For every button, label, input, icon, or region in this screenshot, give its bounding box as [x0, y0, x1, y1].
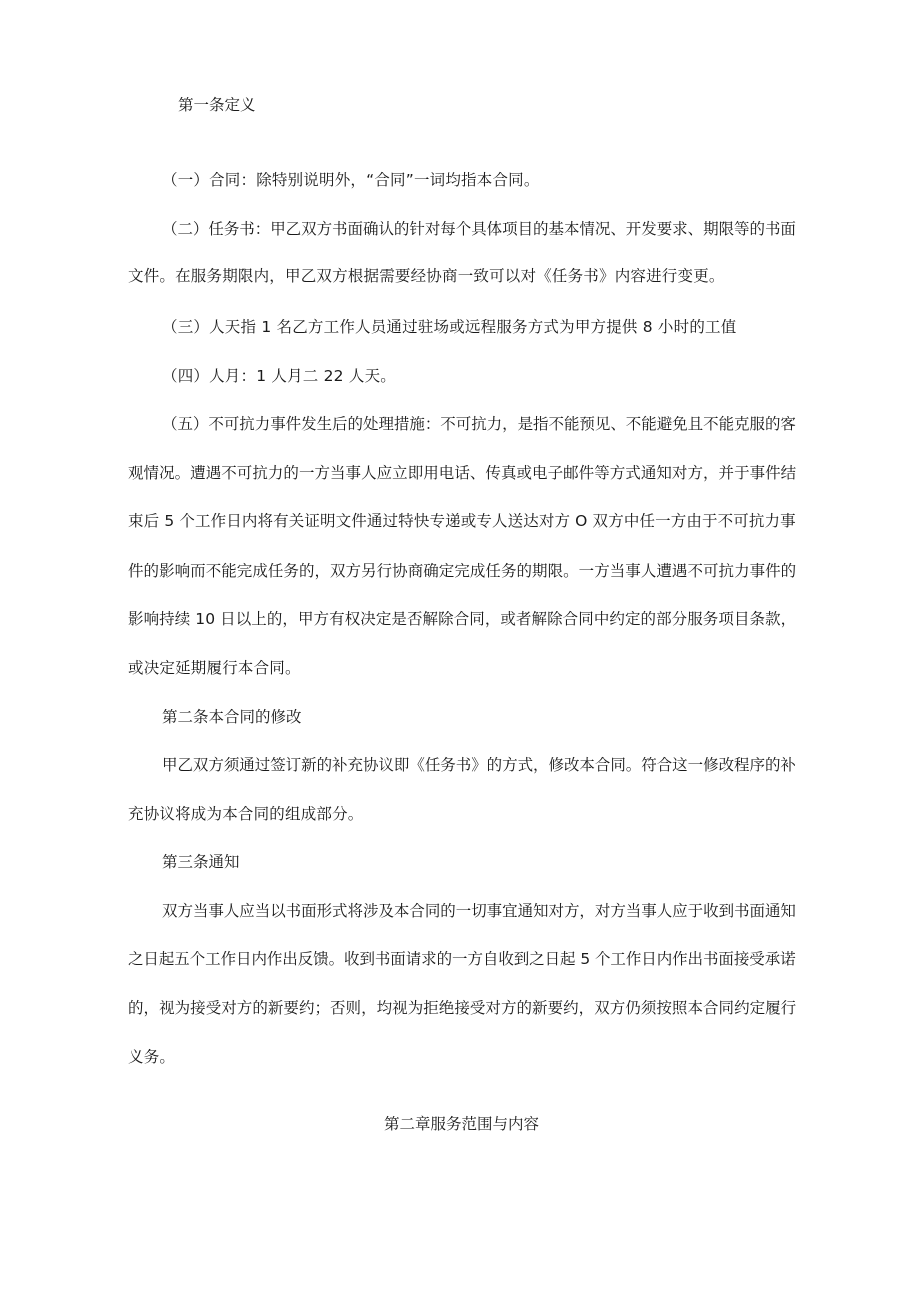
article-1-item-5-line: 件的影响而不能完成任务的，双方另行协商确定完成任务的期限。一方当事人遭遇不可抗力事件的 [128, 562, 797, 580]
article-1-item-5-line: 束后 5 个工作日内将有关证明文件通过特快专递或专人送达对方 O 双方中任一方由于不可抗力事 [128, 512, 796, 530]
article-1-item-5-line: 影响持续 10 日以上的，甲方有权决定是否解除合同，或者解除合同中约定的部分服务项目条款， [128, 610, 797, 628]
article-2-line: 甲乙双方须通过签订新的补充协议即《任务书》的方式，修改本合同。符合这一修改程序的补 [162, 756, 796, 774]
article-1-title: 第一条定义 [178, 96, 256, 114]
article-2-title: 第二条本合同的修改 [162, 708, 302, 726]
article-3-line: 的，视为接受对方的新要约；否则，均视为拒绝接受对方的新要约，双方仍须按照本合同约定履行 [128, 999, 797, 1017]
article-1-item-4: （四）人月：1 人月二 22 人天。 [162, 367, 396, 385]
article-1-item-2-line-1: （二）任务书：甲乙双方书面确认的针对每个具体项目的基本情况、开发要求、期限等的书面 [162, 220, 796, 238]
article-3-line: 之日起五个工作日内作出反馈。收到书面请求的一方自收到之日起 5 个工作日内作出书面接受承诺 [128, 950, 796, 968]
article-1-item-3: （三）人天指 1 名乙方工作人员通过驻场或远程服务方式为甲方提供 8 小时的工值 [162, 318, 737, 336]
article-1-item-5-line: 或决定延期履行本合同。 [128, 659, 301, 677]
article-1-item-2-line-2: 文件。在服务期限内，甲乙双方根据需要经协商一致可以对《任务书》内容进行变更。 [128, 267, 725, 285]
article-2-line: 充协议将成为本合同的组成部分。 [128, 805, 364, 823]
article-3-line: 双方当事人应当以书面形式将涉及本合同的一切事宜通知对方，对方当事人应于收到书面通知 [162, 902, 796, 920]
article-1-item-5-line: （五）不可抗力事件发生后的处理措施：不可抗力，是指不能预见、不能避免且不能克服的客 [162, 415, 796, 433]
article-1-item-1: （一）合同：除特别说明外，“合同”一词均指本合同。 [162, 171, 540, 189]
chapter-2-title: 第二章服务范围与内容 [384, 1115, 540, 1133]
article-1-item-5-line: 观情况。遭遇不可抗力的一方当事人应立即用电话、传真或电子邮件等方式通知对方，并于事件结 [128, 464, 797, 482]
article-3-title: 第三条通知 [162, 853, 240, 871]
article-3-line: 义务。 [128, 1048, 176, 1066]
